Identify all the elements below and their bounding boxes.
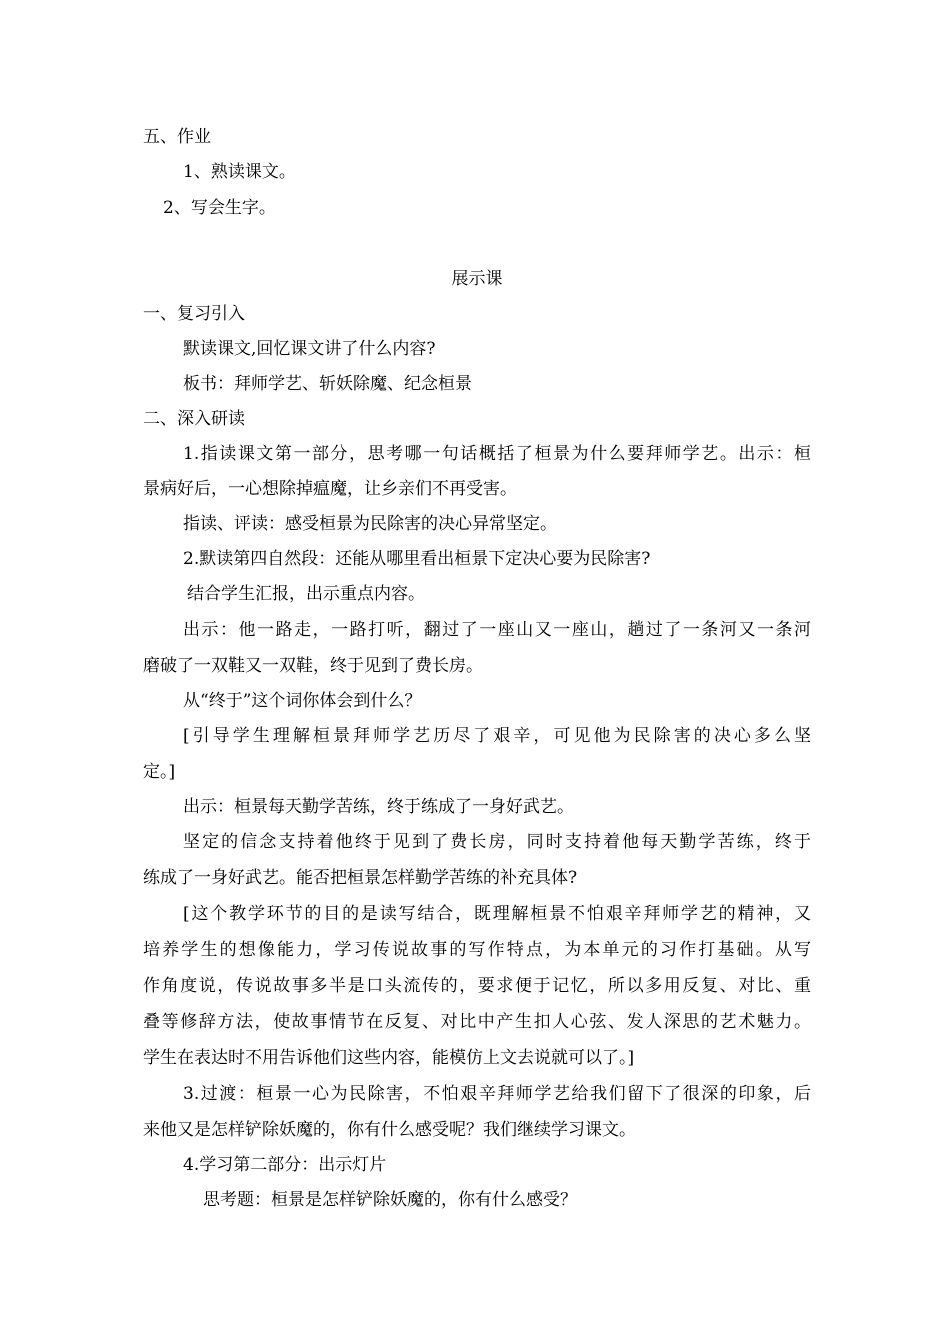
paragraph-line: [这个教学环节的目的是读写结合，既理解桓景不怕艰辛拜师学艺的精神，又 — [183, 904, 811, 924]
paragraph-line: [引导学生理解桓景拜师学艺历尽了艰辛，可见他为民除害的决心多么坚 — [183, 726, 811, 746]
paragraph-line: 叠等修辞方法，使故事情节在反复、对比中产生扣人心弦、发人深思的艺术魅力。 — [143, 1012, 811, 1032]
paragraph-line: 作角度说，传说故事多半是口头流传的，要求便于记忆，所以多用反复、对比、重 — [143, 976, 811, 996]
section-heading-homework: 五、作业 — [143, 127, 211, 147]
paragraph-line: 思考题：桓景是怎样铲除妖魔的，你有什么感受？ — [203, 1190, 577, 1210]
paragraph-line: 景病好后，一心想除掉瘟魔，让乡亲们不再受害。 — [143, 479, 517, 499]
paragraph-line: 培养学生的想像能力，学习传说故事的写作特点，为本单元的习作打基础。从写 — [143, 940, 811, 960]
paragraph-line: 3.过渡：桓景一心为民除害，不怕艰辛拜师学艺给我们留下了很深的印象，后 — [183, 1084, 811, 1104]
paragraph-line: 结合学生汇报，出示重点内容。 — [187, 584, 425, 604]
paragraph-line: 出示：他一路走，一路打听，翻过了一座山又一座山，趟过了一条河又一条河 — [183, 620, 811, 640]
paragraph-line: 从“终于”这个词你体会到什么？ — [183, 691, 422, 711]
paragraph-line: 定。] — [143, 762, 176, 782]
paragraph-line: 4.学习第二部分：出示灯片 — [183, 1155, 387, 1175]
paragraph-line: 磨破了一双鞋又一双鞋，终于见到了费长房。 — [143, 656, 483, 676]
paragraph-line: 出示：桓景每天勤学苦练，终于练成了一身好武艺。 — [183, 797, 574, 817]
paragraph-line: 指读、评读：感受桓景为民除害的决心异常坚定。 — [183, 514, 557, 534]
paragraph-line: 学生在表达时不用告诉他们这些内容，能模仿上文去说就可以了。] — [143, 1048, 635, 1068]
paragraph-line: 坚定的信念支持着他终于见到了费长房，同时支持着他每天勤学苦练，终于 — [183, 832, 811, 852]
paragraph-line: 1.指读课文第一部分，思考哪一句话概括了桓景为什么要拜师学艺。出示：桓 — [183, 444, 811, 464]
section-heading-review: 一、复习引入 — [143, 304, 245, 324]
lesson-title: 展示课 — [451, 269, 503, 289]
homework-item-2: 2、写会生字。 — [163, 198, 276, 218]
section-heading-study: 二、深入研读 — [143, 409, 245, 429]
paragraph-line: 默读课文,回忆课文讲了什么内容? — [183, 339, 436, 359]
paragraph-line: 板书：拜师学艺、斩妖除魔、纪念桓景 — [183, 374, 472, 394]
paragraph-line: 练成了一身好武艺。能否把桓景怎样勤学苦练的补充具体? — [143, 868, 578, 888]
paragraph-line: 2.默读第四自然段：还能从哪里看出桓景下定决心要为民除害? — [183, 549, 651, 569]
homework-item-1: 1、熟读课文。 — [183, 162, 296, 182]
paragraph-line: 来他又是怎样铲除妖魔的，你有什么感受呢？我们继续学习课文。 — [143, 1120, 636, 1140]
